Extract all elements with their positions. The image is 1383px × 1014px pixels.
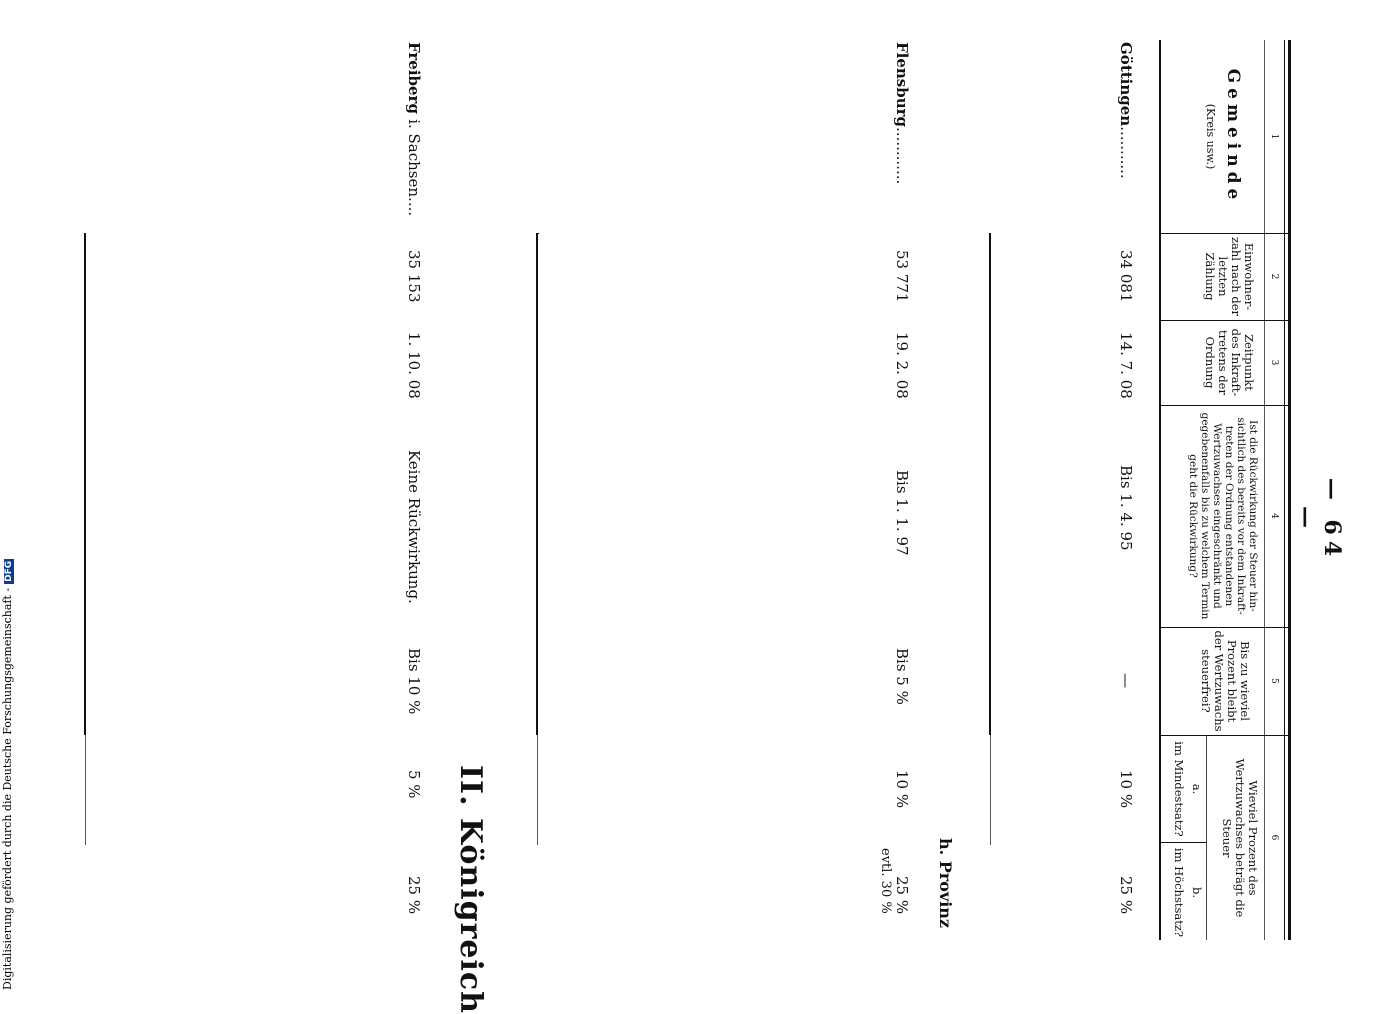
row-max: 25 %	[893, 876, 911, 915]
row-max: 25 %	[1117, 876, 1135, 915]
row-date: 19. 2. 08	[893, 332, 911, 399]
row-retro: Bis 1. 1. 97	[893, 470, 911, 556]
spacer	[538, 233, 539, 234]
header-6a-text: im Mindestsatz?	[1172, 741, 1186, 837]
row-exempt: Bis 5 %	[893, 648, 911, 705]
colnum-1: 1	[1269, 133, 1279, 140]
city-suffix: i. Sachsen	[405, 119, 423, 198]
row-city	[893, 42, 911, 184]
row3-rule-b	[84, 627, 86, 735]
colnum-4: 4	[1269, 513, 1279, 519]
colnum-3: 3	[1269, 359, 1279, 366]
header-retroactivity: Ist die Rückwirkung der Steuer hin-sichtlich des bereits vor dem Inkraft-treten der Ordnung entstandenen Wertzuwachses eingeschränkt und gegebenenfalls bis zu welchem Termin geht die Rückwirkung?	[1187, 412, 1259, 620]
row-max-extra: evtl. 30 %	[878, 848, 893, 914]
dfg-logo: DFG	[4, 560, 14, 582]
header-6a-letter: a.	[1190, 783, 1204, 795]
city-name: Freiberg	[405, 42, 423, 114]
colnum-6: 6	[1269, 834, 1279, 841]
header-bottom-rule	[1159, 40, 1161, 940]
row-min: 5 %	[405, 770, 423, 799]
city-dots: ....	[405, 197, 423, 217]
row-city	[1117, 42, 1135, 179]
row2-rule-c	[537, 735, 538, 845]
header-tax-percent: Wieviel Prozent des Wertzuwachses beträgt die Steuer	[1220, 758, 1260, 918]
section-koenigreich: II. Königreich	[453, 765, 488, 1014]
colnum-5: 5	[1269, 678, 1279, 684]
top-rule	[1288, 40, 1291, 940]
header-exempt: Bis zu wieviel Prozent bleibt der Wertzuwachs steuerfrei?	[1199, 630, 1252, 732]
row2-rule-b	[536, 627, 538, 735]
city-name: Göttingen	[1117, 42, 1135, 127]
col6-sub-rule	[1206, 735, 1207, 940]
colnum-rule	[1264, 40, 1265, 940]
header-6b-text: im Höchstsatz?	[1172, 847, 1186, 938]
row-population: 53 771	[893, 250, 911, 303]
top-rule-thin	[1284, 40, 1285, 940]
row2-rule-a	[536, 233, 538, 627]
row-population: 35 153	[405, 250, 423, 303]
row1-rule-a	[989, 233, 991, 627]
row-retro: Keine Rückwirkung.	[405, 450, 423, 604]
header-population: Einwohner-zahl nach der letzten Zählung	[1203, 236, 1256, 317]
header-gemeinde-sub: (Kreis usw.)	[1204, 103, 1217, 170]
page-number: — 64 —	[1293, 477, 1345, 563]
row-max: 25 %	[405, 876, 423, 915]
sep-6a-6b	[1160, 842, 1207, 843]
row-population: 34 081	[1117, 250, 1135, 303]
digitization-note	[1, 0, 15, 1000]
digitization-text: Digitalisierung gefördert durch die Deutsche Forschungsgemeinschaft -	[1, 587, 14, 990]
row-date: 1. 10. 08	[405, 332, 423, 399]
row1-rule-c	[990, 735, 991, 845]
row-retro: Bis 1. 4. 95	[1117, 465, 1135, 551]
row1-rule-b	[989, 627, 991, 735]
row-date: 14. 7. 08	[1117, 332, 1135, 399]
colnum-2: 2	[1269, 273, 1279, 280]
header-effective-date: Zeitpunkt des Inkraft-tretens der Ordnung	[1203, 328, 1256, 397]
row3-rule-c	[85, 735, 86, 845]
city-name: Flensburg	[893, 42, 911, 128]
row3-rule-a	[84, 233, 86, 627]
header-6b-letter: b.	[1190, 886, 1204, 899]
header-gemeinde: Gemeinde	[1223, 68, 1243, 205]
city-dots: ............	[893, 127, 911, 185]
row-city	[405, 42, 423, 216]
row-min: 10 %	[893, 770, 911, 809]
row-min: 10 %	[1117, 770, 1135, 809]
row-exempt: Bis 10 %	[405, 648, 423, 715]
city-dots: ...........	[1117, 126, 1135, 179]
row-exempt: —	[1117, 673, 1135, 688]
section-provinz: h. Provinz	[936, 838, 955, 928]
